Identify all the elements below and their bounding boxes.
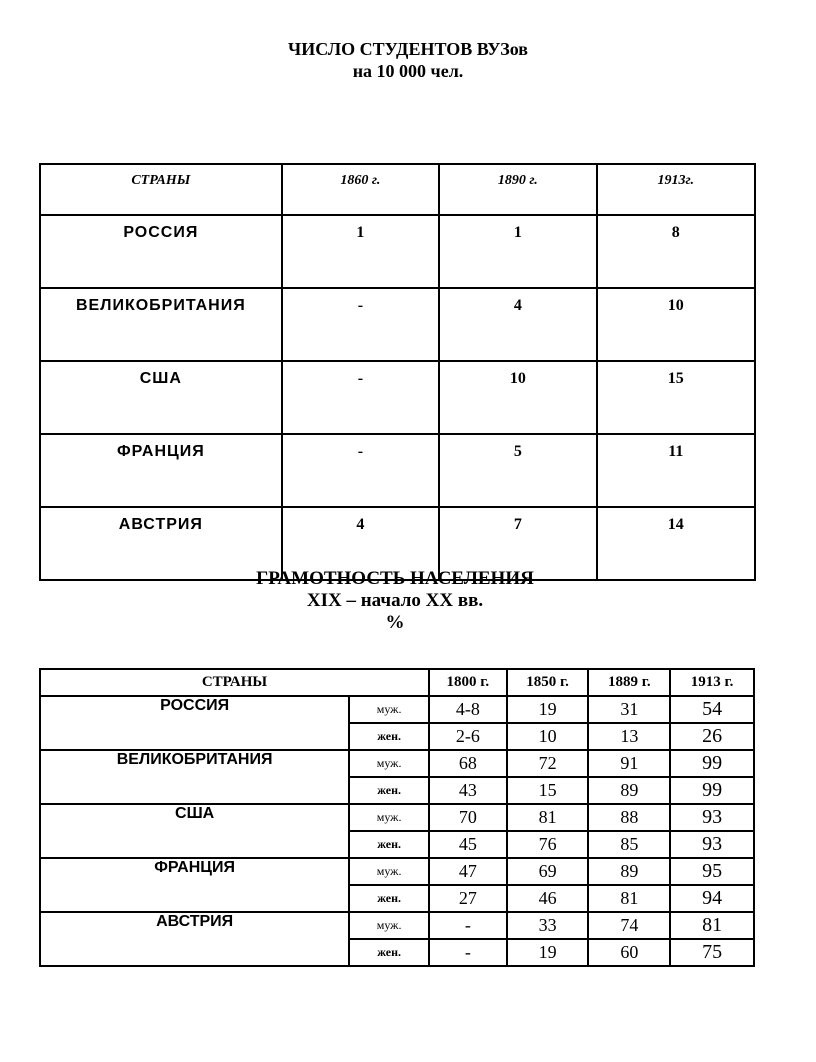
country-name: ФРАНЦИЯ [40,434,282,507]
literacy-row-female [40,885,754,912]
value-1889: 74 [588,912,670,939]
value-1913: 15 [597,361,755,434]
value-1800: 4-8 [429,696,507,723]
value-1889: 88 [588,804,670,831]
students-row [40,288,755,361]
value-1800: 43 [429,777,507,804]
students-header-1913: 1913г. [597,164,755,215]
literacy-title-line1: ГРАМОТНОСТЬ НАСЕЛЕНИЯ [256,568,534,589]
literacy-header-1889: 1889 г. [588,669,670,696]
country-cell-empty [40,885,349,912]
sex-label-male: муж. [349,858,429,885]
country-name: РОССИЯ [40,215,282,288]
value-1860: 1 [282,215,439,288]
country-name: США [40,361,282,434]
value-1913: 11 [597,434,755,507]
value-1913: 93 [670,831,754,858]
value-1913: 54 [670,696,754,723]
value-1860: - [282,434,439,507]
country-name: АВСТРИЯ [40,507,282,580]
value-1913: 8 [597,215,755,288]
students-title-line1: ЧИСЛО СТУДЕНТОВ ВУЗов [287,39,529,59]
sex-label-female: жен. [349,831,429,858]
value-1850: 15 [507,777,589,804]
value-1889: 60 [588,939,670,966]
value-1913: 14 [597,507,755,580]
literacy-title [0,568,790,634]
literacy-row-female [40,831,754,858]
country-cell-empty [40,723,349,750]
literacy-row-male [40,912,754,939]
value-1913: 26 [670,723,754,750]
value-1913: 75 [670,939,754,966]
sex-label-female: жен. [349,885,429,912]
value-1890: 5 [439,434,596,507]
literacy-header-1800: 1800 г. [429,669,507,696]
value-1890: 4 [439,288,596,361]
literacy-title-line2: XIX – начало XX вв. [306,590,484,611]
value-1889: 85 [588,831,670,858]
country-cell-empty [40,777,349,804]
country-name: ВЕЛИКОБРИТАНИЯ [40,750,349,777]
value-1913: 99 [670,777,754,804]
value-1889: 89 [588,858,670,885]
value-1889: 13 [588,723,670,750]
students-title-line2: на 10 000 чел. [352,61,464,81]
sex-label-female: жен. [349,777,429,804]
value-1913: 94 [670,885,754,912]
literacy-row-male [40,696,754,723]
students-header-countries: СТРАНЫ [40,164,282,215]
value-1800: 45 [429,831,507,858]
country-cell-empty [40,831,349,858]
country-name: ФРАНЦИЯ [40,858,349,885]
value-1889: 91 [588,750,670,777]
value-1850: 19 [507,696,589,723]
value-1889: 81 [588,885,670,912]
value-1800: - [429,939,507,966]
sex-label-male: муж. [349,750,429,777]
country-name: АВСТРИЯ [40,912,349,939]
literacy-title-line3: % [385,612,405,633]
value-1850: 69 [507,858,589,885]
value-1850: 81 [507,804,589,831]
sex-label-female: жен. [349,723,429,750]
students-header-1890: 1890 г. [439,164,596,215]
literacy-row-male [40,804,754,831]
country-name: ВЕЛИКОБРИТАНИЯ [40,288,282,361]
literacy-header-1850: 1850 г. [507,669,589,696]
students-header-1860: 1860 г. [282,164,439,215]
literacy-table [39,668,755,967]
value-1860: - [282,361,439,434]
literacy-row-male [40,858,754,885]
value-1850: 10 [507,723,589,750]
value-1913: 93 [670,804,754,831]
literacy-row-female [40,777,754,804]
value-1800: 47 [429,858,507,885]
value-1800: - [429,912,507,939]
sex-label-female: жен. [349,939,429,966]
value-1913: 99 [670,750,754,777]
value-1890: 7 [439,507,596,580]
country-name: США [40,804,349,831]
value-1860: - [282,288,439,361]
value-1913: 95 [670,858,754,885]
value-1800: 70 [429,804,507,831]
value-1800: 27 [429,885,507,912]
value-1850: 72 [507,750,589,777]
country-name: РОССИЯ [40,696,349,723]
value-1850: 19 [507,939,589,966]
students-header-row [40,164,755,215]
value-1800: 2-6 [429,723,507,750]
value-1850: 76 [507,831,589,858]
value-1800: 68 [429,750,507,777]
country-cell-empty [40,939,349,966]
literacy-header-countries: СТРАНЫ [40,669,429,696]
sex-label-male: муж. [349,696,429,723]
students-row [40,434,755,507]
value-1890: 10 [439,361,596,434]
sex-label-male: муж. [349,804,429,831]
literacy-row-female [40,723,754,750]
value-1850: 33 [507,912,589,939]
value-1913: 10 [597,288,755,361]
students-row [40,215,755,288]
students-title [0,38,816,82]
literacy-header-1913: 1913 г. [670,669,754,696]
value-1890: 1 [439,215,596,288]
students-row [40,361,755,434]
value-1889: 31 [588,696,670,723]
literacy-row-male [40,750,754,777]
literacy-row-female [40,939,754,966]
sex-label-male: муж. [349,912,429,939]
students-table [39,163,756,581]
value-1850: 46 [507,885,589,912]
value-1889: 89 [588,777,670,804]
value-1860: 4 [282,507,439,580]
literacy-header-row [40,669,754,696]
value-1913: 81 [670,912,754,939]
